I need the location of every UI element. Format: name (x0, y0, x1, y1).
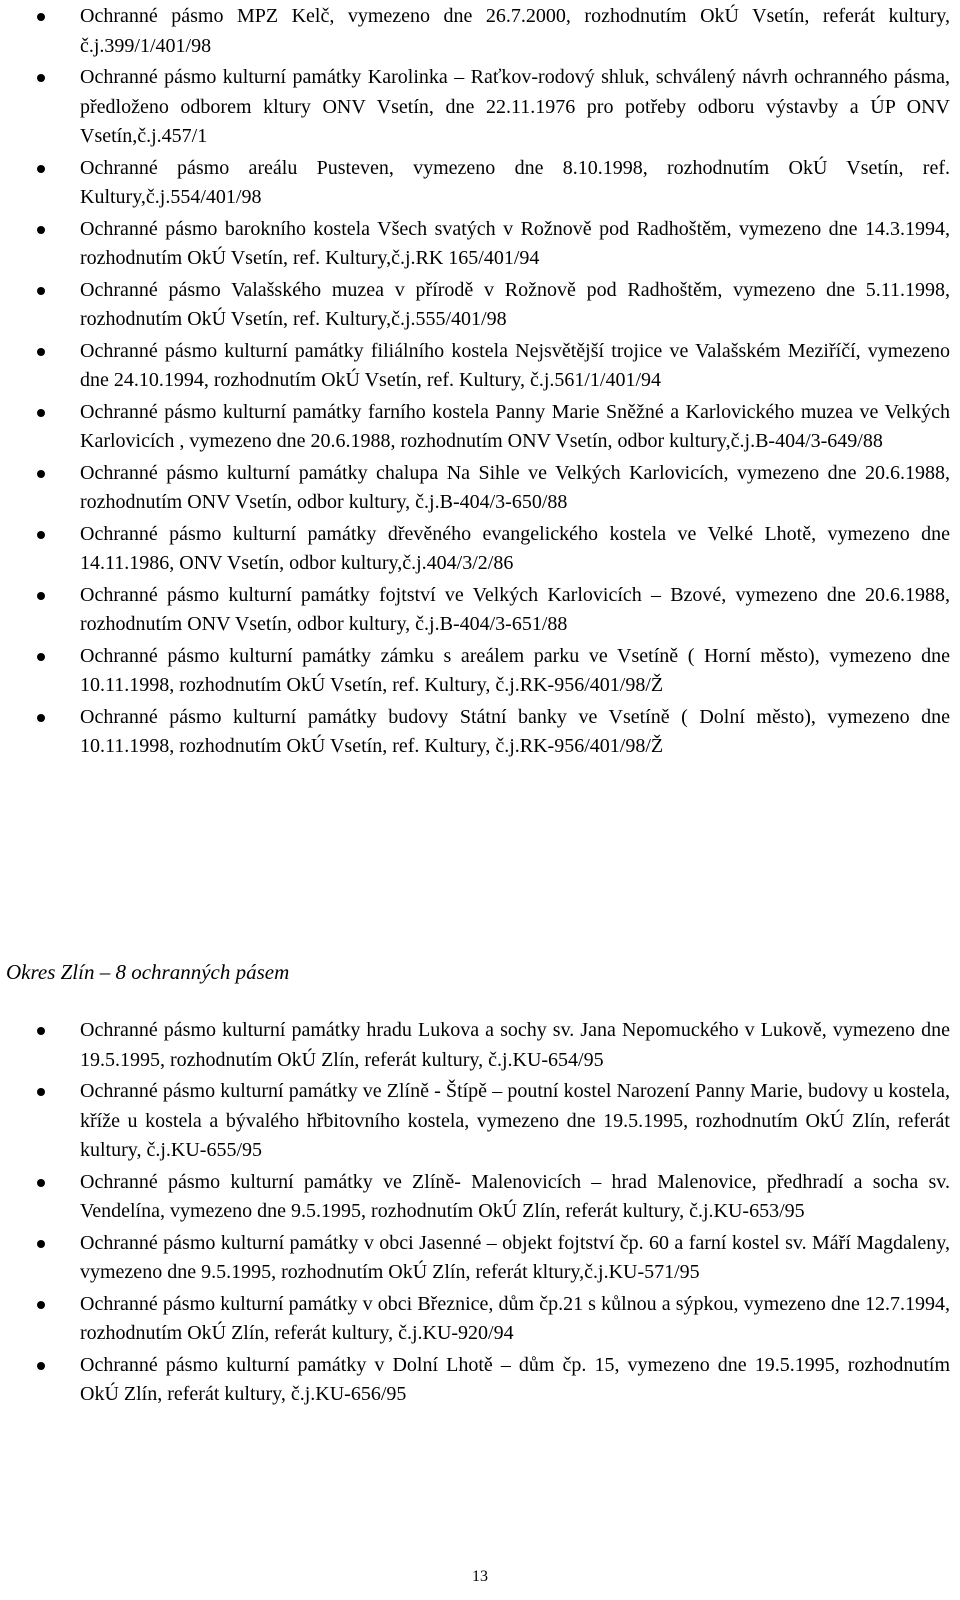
list-item (0, 459, 960, 518)
list-item-text: Ochranné pásmo kulturní památky ve Zlíně - Štípě – poutní kostel Narození Panny Marie, budovy u kostela, kříže u kostela a bývalého hřbitovního kostela, vymezeno dne 19.5.1995, rozhodnutím OkÚ Zlín, referát kultury, č.j.KU-655/95 (80, 1080, 950, 1161)
list-item (0, 1290, 960, 1349)
bullet-icon (37, 592, 45, 600)
bullet-icon (37, 1027, 45, 1035)
list-item (0, 63, 960, 152)
list-item-text: Ochranné pásmo kulturní památky v obci Březnice, dům čp.21 s kůlnou a sýpkou, vymezeno dne 12.7.1994, rozhodnutím OkÚ Zlín, referát kultury, č.j.KU-920/94 (80, 1292, 950, 1344)
list-item-text: Ochranné pásmo kulturní památky v obci Jasenné – objekt fojtství čp. 60 a farní kostel sv. Máří Magdaleny, vymezeno dne 9.5.1995, rozhodnutím OkÚ Zlín, referát kltury,č.j.KU-571/95 (80, 1231, 950, 1283)
list-item (0, 1351, 960, 1410)
protection-zone-list-zlin (0, 1016, 960, 1412)
list-item (0, 642, 960, 701)
list-item-text: Ochranné pásmo kulturní památky ve Zlíně- Malenovicích – hrad Malenovice, předhradí a socha sv. Vendelína, vymezeno dne 9.5.1995, rozhodnutím OkÚ Zlín, referát kultury, č.j.KU-653/95 (80, 1170, 950, 1222)
list-item-text: Ochranné pásmo kulturní památky Karolinka – Raťkov-rodový shluk, schválený návrh ochranného pásma, předloženo odborem kltury ONV Vsetín, dne 22.11.1976 pro potřeby odboru výstavby a ÚP ONV Vsetín,č.j.457/1 (80, 66, 950, 147)
bullet-icon (37, 1362, 45, 1370)
list-item-text: Ochranné pásmo kulturní památky farního kostela Panny Marie Sněžné a Karlovického muzea ve Velkých Karlovicích , vymezeno dne 20.6.1988, rozhodnutím ONV Vsetín, odbor kultury,č.j.B-404/3-649/88 (80, 400, 950, 452)
list-item (0, 1168, 960, 1227)
list-item-text: Ochranné pásmo MPZ Kelč, vymezeno dne 26.7.2000, rozhodnutím OkÚ Vsetín, referát kultury, č.j.399/1/401/98 (80, 5, 950, 57)
bullet-icon (37, 653, 45, 661)
bullet-icon (37, 714, 45, 722)
list-item (0, 215, 960, 274)
bullet-icon (37, 74, 45, 82)
bullet-icon (37, 287, 45, 295)
list-item-text: Ochranné pásmo areálu Pusteven, vymezeno dne 8.10.1998, rozhodnutím OkÚ Vsetín, ref. Kultury,č.j.554/401/98 (80, 156, 950, 208)
list-item-text: Ochranné pásmo kulturní památky hradu Lukova a sochy sv. Jana Nepomuckého v Lukově, vymezeno dne 19.5.1995, rozhodnutím OkÚ Zlín, referát kultury, č.j.KU-654/95 (80, 1019, 950, 1071)
section-heading-zlin: Okres Zlín – 8 ochranných pásem (6, 960, 290, 984)
list-item (0, 276, 960, 335)
list-item-text: Ochranné pásmo kulturní památky zámku s areálem parku ve Vsetíně ( Horní město), vymezeno dne 10.11.1998, rozhodnutím OkÚ Vsetín, ref. Kultury, č.j.RK-956/401/98/Ž (80, 644, 950, 696)
protection-zone-list-vsetin (0, 2, 960, 764)
list-item (0, 337, 960, 396)
bullet-icon (37, 1301, 45, 1309)
bullet-icon (37, 470, 45, 478)
list-item-text: Ochranné pásmo kulturní památky chalupa Na Sihle ve Velkých Karlovicích, vymezeno dne 20.6.1988, rozhodnutím ONV Vsetín, odbor kultury, č.j.B-404/3-650/88 (80, 461, 950, 513)
list-item-text: Ochranné pásmo kulturní památky budovy Státní banky ve Vsetíně ( Dolní město), vymezeno dne 10.11.1998, rozhodnutím OkÚ Vsetín, ref. Kultury, č.j.RK-956/401/98/Ž (80, 705, 950, 757)
list-item-text: Ochranné pásmo kulturní památky filiálního kostela Nejsvětější trojice ve Valašském Meziříčí, vymezeno dne 24.10.1994, rozhodnutím OkÚ Vsetín, ref. Kultury, č.j.561/1/401/94 (80, 339, 950, 391)
bullet-icon (37, 1088, 45, 1096)
bullet-icon (37, 348, 45, 356)
list-item-text: Ochranné pásmo Valašského muzea v přírodě v Rožnově pod Radhoštěm, vymezeno dne 5.11.1998, rozhodnutím OkÚ Vsetín, ref. Kultury,č.j.555/401/98 (80, 278, 950, 330)
list-item (0, 2, 960, 61)
bullet-icon (37, 1240, 45, 1248)
list-item (0, 1077, 960, 1166)
list-item (0, 581, 960, 640)
list-item (0, 1229, 960, 1288)
list-item (0, 703, 960, 762)
list-item-text: Ochranné pásmo barokního kostela Všech svatých v Rožnově pod Radhoštěm, vymezeno dne 14.3.1994, rozhodnutím OkÚ Vsetín, ref. Kultury,č.j.RK 165/401/94 (80, 217, 950, 269)
bullet-icon (37, 409, 45, 417)
page-number: 13 (472, 1568, 488, 1585)
list-item (0, 520, 960, 579)
list-item (0, 1016, 960, 1075)
bullet-icon (37, 165, 45, 173)
list-item-text: Ochranné pásmo kulturní památky fojtství ve Velkých Karlovicích – Bzové, vymezeno dne 20.6.1988, rozhodnutím ONV Vsetín, odbor kultury, č.j.B-404/3-651/88 (80, 583, 950, 635)
list-item-text: Ochranné pásmo kulturní památky dřevěného evangelického kostela ve Velké Lhotě, vymezeno dne 14.11.1986, ONV Vsetín, odbor kultury,č.j.404/3/2/86 (80, 522, 950, 574)
list-item-text: Ochranné pásmo kulturní památky v Dolní Lhotě – dům čp. 15, vymezeno dne 19.5.1995, rozhodnutím OkÚ Zlín, referát kultury, č.j.KU-656/95 (80, 1353, 950, 1405)
bullet-icon (37, 1179, 45, 1187)
bullet-icon (37, 531, 45, 539)
list-item (0, 154, 960, 213)
list-item (0, 398, 960, 457)
bullet-icon (37, 226, 45, 234)
bullet-icon (37, 13, 45, 21)
